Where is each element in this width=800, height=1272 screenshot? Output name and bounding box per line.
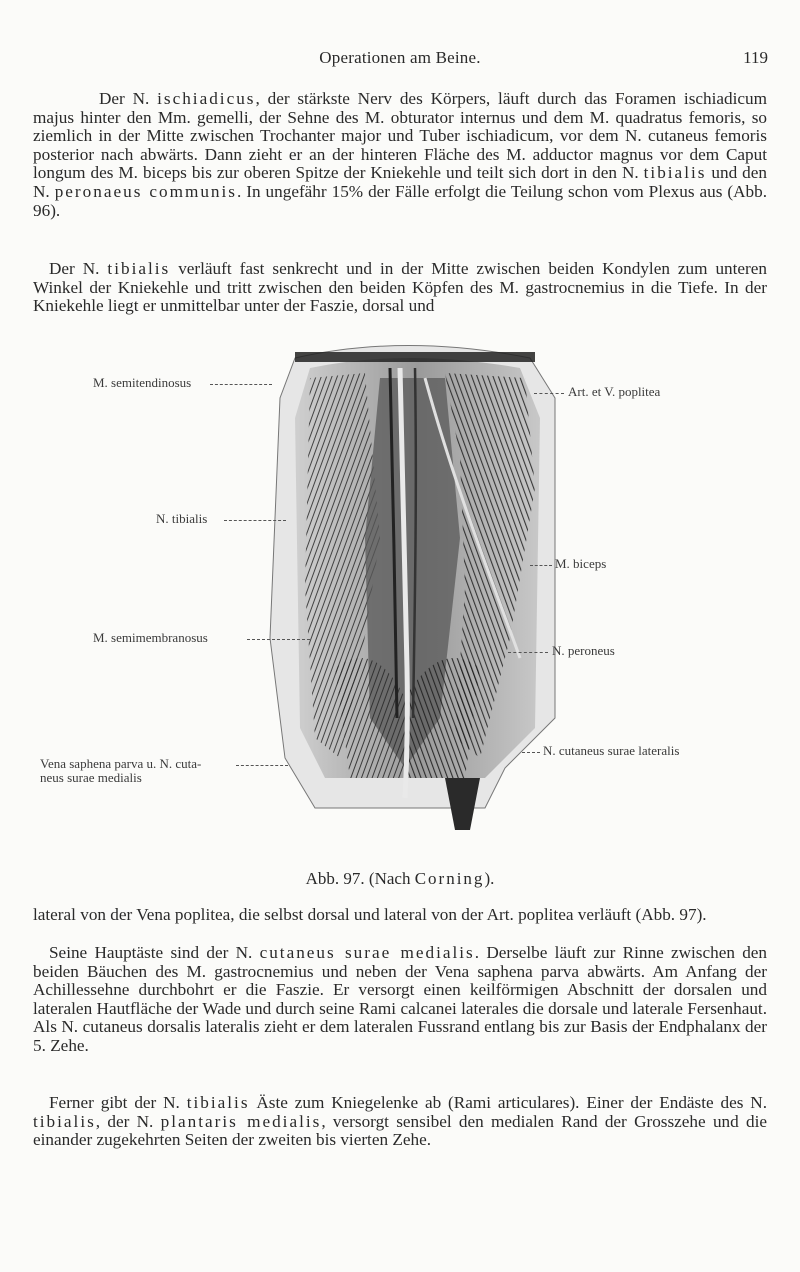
paragraph-lateral: lateral von der Vena poplitea, die selbst dorsal und lateral von der Art. poplitea verläuft (Abb. 97). (33, 905, 707, 924)
leader-poplitea (534, 393, 564, 394)
paragraph-ischiadicus: Der N. ischiadicus, der stärkste Nerv des Körpers, läuft durch das Foramen ischiadicum majus hinter den Mm. gemelli, der Sehne des M. obturator internus und dem M. quadratus femoris, so ziemlich in der Mitte zwischen Trochanter major und Tuber ischiadicum, vor dem N. cutaneus femoris posterior nach abwärts. Dann zieht er an der hinteren Fläche des M. adductor magnus vor dem Caput longum des M. biceps bis zur oberen Spitze der Kniekehle und teilt sich dort in den N. tibialis und den N. peronaeus communis. In ungefähr 15% der Fälle erfolgt die Teilung schon vom Plexus aus (Abb. 96). (33, 89, 767, 220)
leader-tibialis (224, 520, 286, 521)
label-biceps: M. biceps (555, 556, 607, 571)
leader-semitendinosus (210, 384, 272, 385)
paragraph-tibialis: Der N. tibialis verläuft fast senkrecht und in der Mitte zwischen beiden Kondylen zum unteren Winkel der Kniekehle und tritt zwischen den beiden Köpfen des M. gastrocnemius in die Tiefe. In der Kniekehle liegt er unmittelbar unter der Faszie, dorsal und (33, 259, 767, 316)
leader-semimembranosus (247, 639, 310, 640)
leader-peroneus (508, 652, 548, 653)
anatomical-illustration (255, 338, 560, 830)
popliteal-fossa-drawing (255, 338, 560, 830)
leader-biceps (530, 565, 552, 566)
running-title: Operationen am Beine. (319, 48, 481, 67)
paragraph-rami-articulares: Ferner gibt der N. tibialis Äste zum Kniegelenke ab (Rami articulares). Einer der Endäste des N. tibialis, der N. plantaris medialis, versorgt sensibel den medialen Rand der Grosszehe und die einander zugekehrten Seiten der zweiten bis vierten Zehe. (33, 1093, 768, 1150)
page-header (0, 48, 800, 72)
label-cutaneus-surae-lateralis: N. cutaneus surae lateralis (543, 743, 680, 758)
label-semitendinosus: M. semitendinosus (93, 375, 192, 390)
leader-cutaneus-surae-lateralis (522, 752, 540, 753)
label-semimembranosus: M. semimembranosus (93, 630, 208, 645)
figure-caption: Abb. 97. (Nach Corning). (305, 869, 495, 888)
label-peroneus: N. peroneus (552, 643, 615, 658)
label-tibialis: N. tibialis (156, 511, 208, 526)
label-saphena-line1: Vena saphena parva u. N. cuta- (40, 756, 202, 771)
paragraph-hauptaeste: Seine Hauptäste sind der N. cutaneus surae medialis. Derselbe läuft zur Rinne zwischen den beiden Bäuchen des M. gastrocnemius und neben der Vena saphena parva abwärts. Am Anfang der Achillessehne durchbohrt er die Faszie. Er versorgt einen keilförmigen Abschnitt der dorsalen und lateralen Hautfläche der Wade und durch seine Rami calcanei laterales die dorsale und laterale Fersenhaut. Als N. cutaneus dorsalis lateralis zieht er dem lateralen Fussrand entlang bis zur Basis der Endphalanx der 5. Zehe. (33, 943, 768, 1055)
label-poplitea: Art. et V. poplitea (568, 384, 661, 399)
label-saphena-line2: neus surae medialis (40, 770, 142, 785)
page-number: 119 (743, 48, 768, 67)
leader-saphena (236, 765, 288, 766)
